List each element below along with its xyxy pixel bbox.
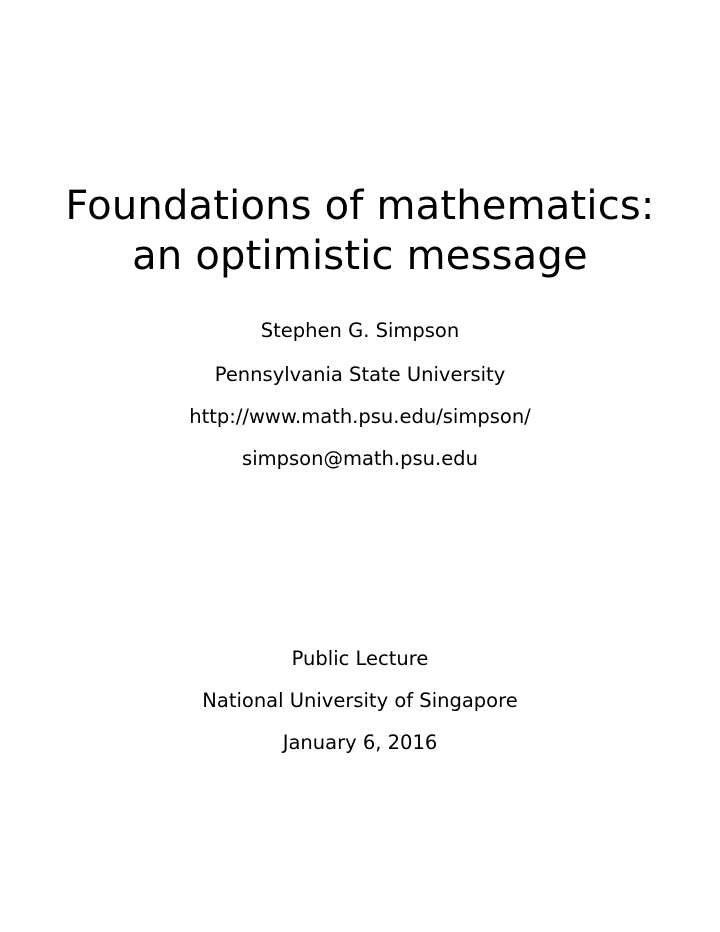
author-url: http://www.math.psu.edu/simpson/ <box>189 405 531 428</box>
author-email: simpson@math.psu.edu <box>242 447 478 470</box>
event-date: January 6, 2016 <box>282 731 438 754</box>
event-venue: National University of Singapore <box>202 689 518 712</box>
slide-title-line-2: an optimistic message <box>132 233 588 279</box>
author-affiliation: Pennsylvania State University <box>214 363 506 386</box>
author-name: Stephen G. Simpson <box>260 319 460 342</box>
slide-title-line-1: Foundations of mathematics: <box>65 183 655 229</box>
event-type: Public Lecture <box>291 647 429 670</box>
